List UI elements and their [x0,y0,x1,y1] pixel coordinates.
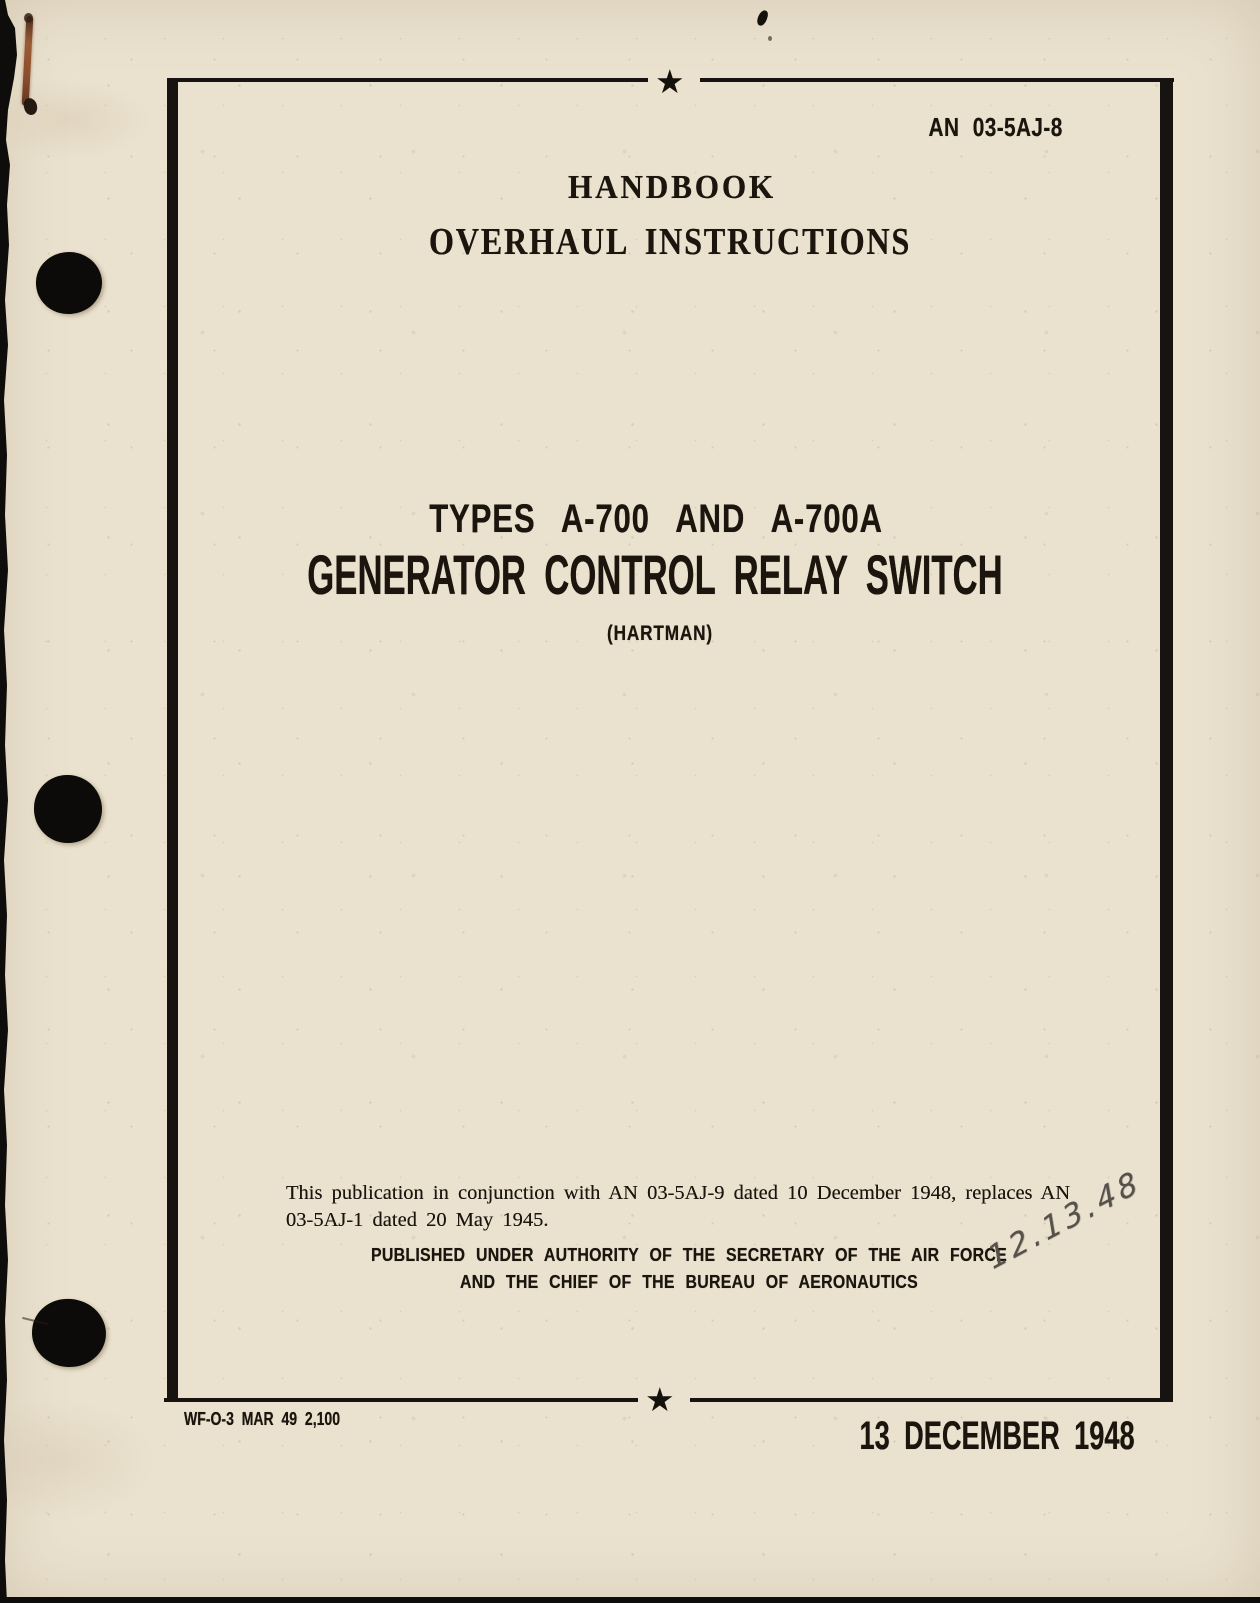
authority-line-2: AND THE CHIEF OF THE BUREAU OF AERONAUTICS [459,1271,919,1292]
frame-bottom-rule-right [690,1398,1170,1402]
frame-left-rule [167,80,178,1402]
star-icon-top: ★ [655,62,685,101]
document-number: AN 03-5AJ-8 [928,112,1063,142]
authority-statement [371,1241,1007,1295]
print-code: WF-O-3 MAR 49 2,100 [184,1409,341,1429]
rust-staple-mark-top [24,13,33,23]
frame-top-rule-left [167,78,648,82]
scan-edge-bottom [0,1597,1260,1603]
heading-overhaul-instructions: OVERHAUL INSTRUCTIONS [428,221,912,263]
torn-page-edge-left [0,0,20,1603]
punch-hole-middle [34,775,102,843]
punch-hole-bottom [30,1297,109,1370]
frame-bottom-rule-left [164,1398,638,1402]
subject-types-line: TYPES A-700 AND A-700A [429,497,883,541]
handwritten-date: 12.13.48 [983,1163,1146,1278]
subject-title: GENERATOR CONTROL RELAY SWITCH [307,543,1003,606]
ink-blot-mark [756,9,770,27]
frame-top-rule-right [700,78,1174,82]
authority-line-1: PUBLISHED UNDER AUTHORITY OF THE SECRETARY OF THE AIR FORCE [370,1244,1008,1265]
rust-staple-mark [22,16,34,106]
star-icon-bottom: ★ [645,1380,675,1419]
issue-date: 13 DECEMBER 1948 [859,1414,1135,1458]
punch-hole-top [33,249,105,318]
staple-hole-mark [22,97,38,116]
ink-dot-mark [768,36,772,41]
heading-handbook: HANDBOOK [567,169,777,206]
frame-right-rule [1160,80,1173,1402]
subject-manufacturer: (HARTMAN) [607,622,713,645]
replacement-note: This publication in conjunction with AN 03-5AJ-9 dated 10 December 1948, replaces AN 03-5AJ-1 dated 20 May 1945. [286,1182,1071,1231]
